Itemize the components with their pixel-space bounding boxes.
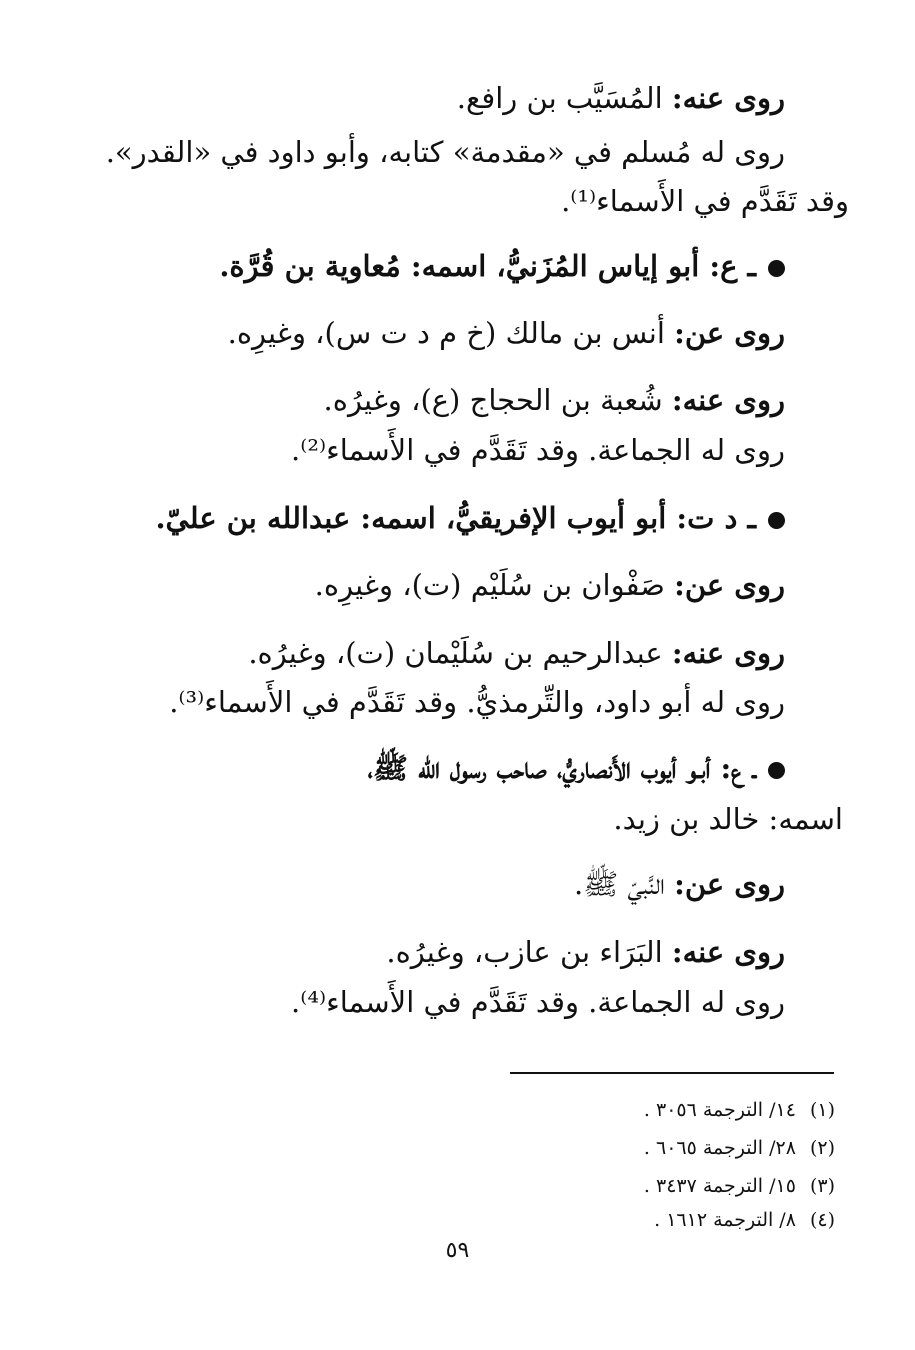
bullet-icon (768, 762, 785, 779)
entry-heading: ـ د ت: أبو أيوب الإفريقيُّ، اسمه: عبدالله بن عليّ. (155, 498, 785, 538)
footnote: (١)١٤/ الترجمة ٣٠٥٦ . (643, 1099, 835, 1121)
entry-line: روى عنه: البَرَاء بن عازب، وغيرُه. (386, 935, 785, 969)
entry-heading: ـ ع: أبو إياس المُزَنيُّ، اسمه: مُعاوية بن قُرَّة. (219, 246, 785, 286)
footnote: (٣)١٥/ الترجمة ٣٤٣٧ . (643, 1175, 835, 1197)
footnote-separator (510, 1072, 834, 1074)
entry-line: روى له مُسلم في «مقدمة» كتابه، وأبو داود في «القدر». (105, 135, 785, 169)
footnote: (٤)٨/ الترجمة ١٦١٢ . (654, 1209, 835, 1231)
entry-line: اسمه: خالد بن زيد. (613, 802, 843, 836)
page-number: ٥٩ (445, 1238, 470, 1263)
entry-line: روى له أبو داود، والتِّرمذيُّ. وقد تَقَدَّم في الأَسماء⁽³⁾. (169, 685, 785, 719)
entry-heading: ـ ع: أبـو أيوب الأَنصاريُّ، صاحب رسول الله ﷺ، (367, 748, 785, 788)
entry-line: روى عن: النَّبيّ ﷺ. (574, 867, 785, 901)
entry-line: روى له الجماعة. وقد تَقَدَّم في الأَسماء⁽²⁾. (291, 433, 785, 467)
entry-line: وقد تَقَدَّم في الأَسماء⁽¹⁾. (561, 184, 849, 218)
bullet-icon (768, 512, 785, 529)
entry-line: روى عنه: عبدالرحيم بن سُلَيْمان (ت)، وغيرُه. (248, 636, 785, 670)
entry-line: روى له الجماعة. وقد تَقَدَّم في الأَسماء⁽⁴⁾. (291, 985, 785, 1019)
entry-line: روى عنه: شُعبة بن الحجاج (ع)، وغيرُه. (323, 383, 785, 417)
entry-line: روى عنه: المُسَيَّب بن رافع. (456, 81, 785, 115)
entry-line: روى عن: صَفْوان بن سُلَيْم (ت)، وغيرِه. (314, 568, 785, 602)
entry-line: روى عن: أنس بن مالك (خ م د ت س)، وغيرِه. (227, 316, 785, 350)
footnote: (٢)٢٨/ الترجمة ٦٠٦٥ . (643, 1137, 835, 1159)
bullet-icon (768, 260, 785, 277)
